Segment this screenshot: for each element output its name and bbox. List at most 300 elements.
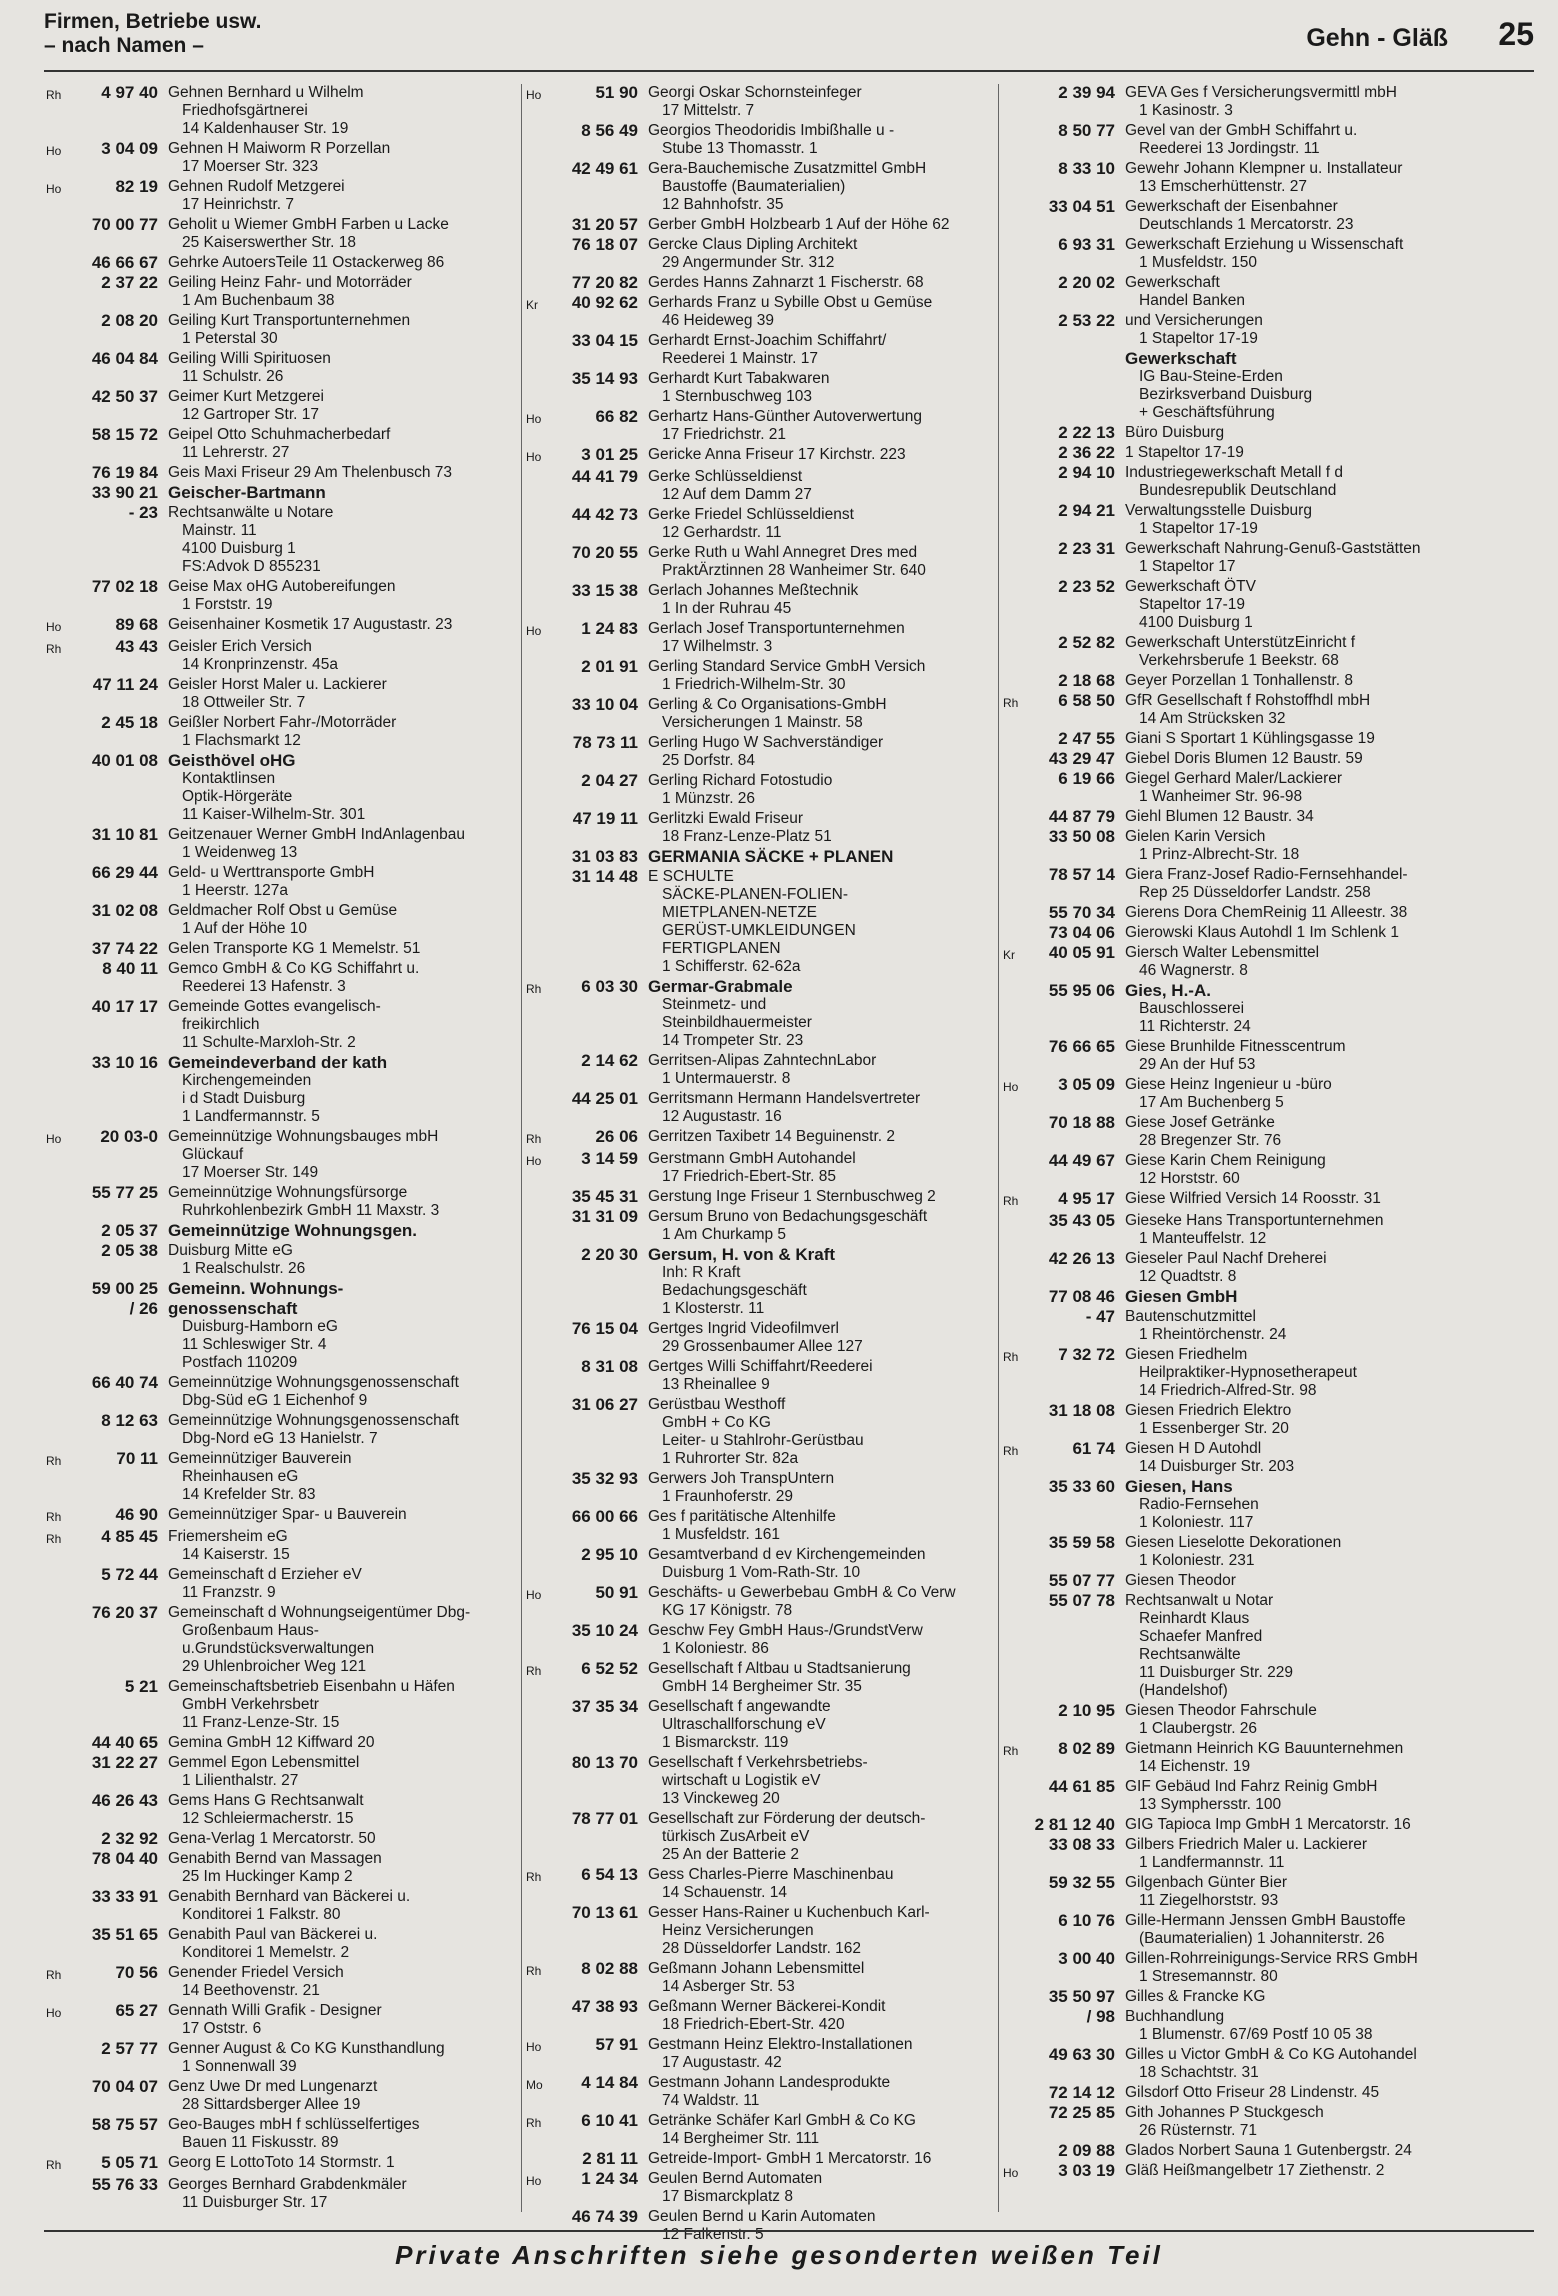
entry-name: Genabith Paul van Bäckerei u. xyxy=(168,1926,378,1943)
district-code xyxy=(46,1280,72,1298)
district-code: Rh xyxy=(526,1132,542,1146)
entry-name: Geitzenauer Werner GmbH IndAnlagenbau xyxy=(168,826,465,843)
directory-entry xyxy=(46,254,530,272)
directory-entry xyxy=(526,1052,1010,1088)
phone-number: 70 18 88 xyxy=(1048,1113,1115,1132)
entry-name: Gemeinschaft d Wohnungseigentümer Dbg- xyxy=(168,1604,471,1621)
entry-name: Geld- u Werttransporte GmbH xyxy=(168,864,375,881)
entry-detail: 1 Blumenstr. 67/69 Postf 10 05 38 xyxy=(1139,2026,1373,2043)
entry-detail: Bundesrepublik Deutschland xyxy=(1139,482,1337,499)
directory-entry xyxy=(526,2170,1010,2206)
entry-name: Gemeinnütziger Spar- u Bauverein xyxy=(168,1506,407,1523)
directory-entry xyxy=(46,1792,530,1828)
entry-detail: 1 Koloniestr. 231 xyxy=(1139,1552,1255,1569)
district-code: Rh xyxy=(526,1664,542,1678)
phone-number: 55 77 25 xyxy=(91,1183,158,1202)
entry-name: Gilles u Victor GmbH & Co KG Autohandel xyxy=(1125,2046,1417,2063)
entry-text xyxy=(1125,1988,1487,2006)
entry-text xyxy=(1125,274,1487,310)
entry-detail: 1 Stresemannstr. 80 xyxy=(1139,1968,1278,1985)
entry-detail: 1 Stapeltor 17 xyxy=(1139,558,1236,575)
entry-detail: 11 Richterstr. 24 xyxy=(1139,1018,1251,1035)
entry-detail: 12 Gartroper Str. 17 xyxy=(182,406,319,423)
entry-name: Gietmann Heinrich KG Bauunternehmen xyxy=(1125,1740,1404,1757)
directory-entry xyxy=(526,1508,1010,1544)
phone-number: 78 04 40 xyxy=(91,1849,158,1868)
entry-detail: 14 Krefelder Str. 83 xyxy=(182,1486,316,1503)
phone-number: 3 14 59 xyxy=(581,1149,638,1168)
directory-entry xyxy=(46,2116,530,2152)
district-code xyxy=(46,1374,72,1410)
district-code xyxy=(526,1508,552,1544)
district-code xyxy=(46,1734,72,1752)
entry-text xyxy=(1125,1778,1487,1814)
directory-entry xyxy=(526,332,1010,368)
district-code xyxy=(526,1754,552,1808)
directory-entry xyxy=(526,1150,1010,1186)
entry-detail: 11 Franzstr. 9 xyxy=(182,1584,276,1601)
phone-number: 2 95 10 xyxy=(581,1545,638,1564)
phone-number: 55 70 34 xyxy=(1048,903,1115,922)
phone-number: 4 97 40 xyxy=(101,83,158,102)
entry-name: Georges Bernhard Grabdenkmäler xyxy=(168,2176,407,2193)
entry-text xyxy=(1125,730,1487,748)
district-code xyxy=(1003,236,1029,272)
phone-number: 43 29 47 xyxy=(1048,749,1115,768)
directory-entry xyxy=(1003,1038,1487,1074)
district-code xyxy=(1003,1950,1029,1986)
entry-name: Glados Norbert Sauna 1 Gutenbergstr. 24 xyxy=(1125,2142,1412,2159)
entry-detail: 12 Auf dem Damm 27 xyxy=(662,486,812,503)
district-code xyxy=(1003,672,1029,690)
phone-number: 5 05 71 xyxy=(101,2153,158,2172)
entry-detail: 18 Ottweiler Str. 7 xyxy=(182,694,306,711)
entry-detail: 14 Asberger Str. 53 xyxy=(662,1978,795,1995)
phone-number: / 26 xyxy=(129,1299,158,1318)
district-code xyxy=(46,504,72,576)
district-code xyxy=(1003,2142,1029,2160)
entry-name: Rechtsanwalt u Notar xyxy=(1125,1592,1274,1609)
entry-name: Gewerkschaft Nahrung-Genuß-Gaststätten xyxy=(1125,540,1421,557)
district-code: Rh xyxy=(1003,1744,1019,1758)
entry-text xyxy=(648,446,1010,466)
entry-text xyxy=(168,2040,530,2076)
directory-entry xyxy=(526,294,1010,330)
entry-name: Gewerkschaft Erziehung u Wissenschaft xyxy=(1125,236,1404,253)
entry-detail: 1 Flachsmarkt 12 xyxy=(182,732,301,749)
entry-detail: 29 Uhlenbroicher Weg 121 xyxy=(182,1658,367,1675)
entry-name: Georg E LottoToto 14 Stormstr. 1 xyxy=(168,2154,395,2171)
entry-name: Geiling Kurt Transportunternehmen xyxy=(168,312,411,329)
entry-detail: Reinhardt Klaus xyxy=(1139,1610,1250,1627)
entry-detail: 1 Peterstal 30 xyxy=(182,330,278,347)
directory-entry xyxy=(1003,944,1487,980)
district-code xyxy=(526,1698,552,1752)
entry-name: Geo-Bauges mbH f schlüsselfertiges xyxy=(168,2116,420,2133)
phone-number: 44 25 01 xyxy=(571,1089,638,1108)
entry-name: Gith Johannes P Stuckgesch xyxy=(1125,2104,1324,2121)
entry-detail: 12 Bahnhofstr. 35 xyxy=(662,196,784,213)
entry-detail: Rechtsanwälte xyxy=(1139,1646,1241,1663)
entry-detail: Bedachungsgeschäft xyxy=(662,1282,807,1299)
directory-entry xyxy=(526,1208,1010,1244)
district-code xyxy=(1003,1988,1029,2006)
phone-number: 35 32 93 xyxy=(571,1469,638,1488)
district-code xyxy=(46,1242,72,1278)
directory-entry xyxy=(46,902,530,938)
entry-text xyxy=(648,122,1010,158)
directory-entry xyxy=(526,236,1010,272)
listing-column-3 xyxy=(998,84,1487,2212)
phone-number: 49 63 30 xyxy=(1048,2045,1115,2064)
district-code: Rh xyxy=(46,1532,62,1546)
entry-name: Gerritzen Taxibetr 14 Beguinenstr. 2 xyxy=(648,1128,895,1145)
entry-text xyxy=(168,1374,530,1410)
phone-number: 2 20 02 xyxy=(1058,273,1115,292)
phone-number: 35 33 60 xyxy=(1048,1477,1115,1496)
directory-entry xyxy=(46,1054,530,1126)
directory-entry xyxy=(526,1470,1010,1506)
district-code xyxy=(46,1888,72,1924)
entry-text xyxy=(1125,424,1487,442)
entry-name: Gemeinnützige Wohnungsgen. xyxy=(168,1221,418,1240)
directory-entry xyxy=(46,216,530,252)
entry-name: Gewehr Johann Klempner u. Installateur xyxy=(1125,160,1403,177)
listing-column-1 xyxy=(46,84,530,2212)
entry-text xyxy=(168,504,530,576)
district-code xyxy=(1003,982,1029,1036)
entry-name: Gersum, H. von & Kraft xyxy=(648,1245,836,1264)
entry-name: Gehnen Rudolf Metzgerei xyxy=(168,178,345,195)
entry-text xyxy=(648,2074,1010,2110)
entry-name: Germar-Grabmale xyxy=(648,977,793,996)
entry-detail: 14 Bergheimer Str. 111 xyxy=(662,2130,820,2147)
entry-detail: 11 Schleswiger Str. 4 xyxy=(182,1336,327,1353)
entry-name: Gewerkschaft UnterstützEinricht f xyxy=(1125,634,1355,651)
directory-entry xyxy=(526,1960,1010,1996)
directory-entry xyxy=(526,2074,1010,2110)
entry-name: Gemeinnütziger Bauverein xyxy=(168,1450,352,1467)
phone-number: 77 20 82 xyxy=(571,273,638,292)
district-code xyxy=(526,810,552,846)
directory-entry xyxy=(526,1246,1010,1318)
entry-detail: 1 Weidenweg 13 xyxy=(182,844,298,861)
entry-detail: Friedhofsgärtnerei xyxy=(182,102,308,119)
entry-detail: wirtschaft u Logistik eV xyxy=(662,1772,821,1789)
directory-entry xyxy=(1003,1836,1487,1872)
entry-text xyxy=(168,2176,530,2212)
district-code xyxy=(526,1246,552,1318)
district-code xyxy=(46,1054,72,1126)
district-code xyxy=(1003,1778,1029,1814)
district-code xyxy=(526,122,552,158)
directory-entry xyxy=(526,1660,1010,1696)
phone-number: 31 31 09 xyxy=(571,1207,638,1226)
district-code: Rh xyxy=(46,2158,62,2172)
entry-text xyxy=(648,1246,1010,1318)
phone-number: 2 94 21 xyxy=(1058,501,1115,520)
directory-entry xyxy=(46,274,530,310)
entry-detail: 1 Landfermannstr. 11 xyxy=(1139,1854,1285,1871)
entry-detail: 74 Waldstr. 11 xyxy=(662,2092,760,2109)
phone-number: 26 06 xyxy=(595,1127,638,1146)
entry-name: Gemeinn. Wohnungs- xyxy=(168,1279,344,1298)
entry-name: Gericke Anna Friseur 17 Kirchstr. 223 xyxy=(648,446,906,463)
entry-text xyxy=(168,1184,530,1220)
phone-number: 31 18 08 xyxy=(1048,1401,1115,1420)
entry-name: Buchhandlung xyxy=(1125,2008,1225,2025)
entry-name: Gewerkschaft xyxy=(1125,349,1237,368)
entry-text xyxy=(168,578,530,614)
entry-detail: Duisburg 1 Vom-Rath-Str. 10 xyxy=(662,1564,861,1581)
entry-detail: 1 Wanheimer Str. 96-98 xyxy=(1139,788,1303,805)
entry-name: Gesellschaft f Altbau u Stadtsanierung xyxy=(648,1660,911,1677)
entry-detail: 1 Auf der Höhe 10 xyxy=(182,920,307,937)
entry-name: Giesen Friedrich Elektro xyxy=(1125,1402,1292,1419)
district-code xyxy=(46,1926,72,1962)
district-code: Ho xyxy=(526,624,542,638)
entry-text xyxy=(168,254,530,272)
entry-detail: 14 Trompeter Str. 23 xyxy=(662,1032,804,1049)
entry-text xyxy=(648,332,1010,368)
district-code xyxy=(1003,1534,1029,1570)
entry-name: Gemco GmbH & Co KG Schiffahrt u. xyxy=(168,960,420,977)
phone-number: 8 12 63 xyxy=(101,1411,158,1430)
footer-rule xyxy=(44,2230,1534,2232)
entry-detail: 11 Ziegelhorststr. 93 xyxy=(1139,1892,1279,1909)
entry-detail: 28 Sittardsberger Allee 19 xyxy=(182,2096,361,2113)
district-code: Ho xyxy=(526,2040,542,2054)
entry-name: Gilgenbach Günter Bier xyxy=(1125,1874,1287,1891)
entry-detail: GmbH + Co KG xyxy=(662,1414,771,1431)
district-code xyxy=(46,864,72,900)
entry-detail: 17 Friedrichstr. 21 xyxy=(662,426,787,443)
entry-detail: 18 Schachtstr. 31 xyxy=(1139,2064,1259,2081)
entry-name: Giese Brunhilde Fitnesscentrum xyxy=(1125,1038,1346,1055)
district-code xyxy=(1003,770,1029,806)
directory-entry xyxy=(46,1850,530,1886)
entry-text xyxy=(168,1054,530,1126)
directory-entry xyxy=(1003,84,1487,120)
entry-text xyxy=(648,2036,1010,2072)
phone-number: 31 02 08 xyxy=(91,901,158,920)
district-code xyxy=(526,1470,552,1506)
directory-entry xyxy=(1003,2104,1487,2140)
district-code xyxy=(526,1188,552,1206)
directory-entry xyxy=(1003,730,1487,748)
entry-name: Gehnen Bernhard u Wilhelm xyxy=(168,84,364,101)
entry-text xyxy=(648,1128,1010,1148)
district-code xyxy=(46,1566,72,1602)
entry-detail: GmbH Verkehrsbetr xyxy=(182,1696,319,1713)
directory-entry xyxy=(46,826,530,862)
phone-number: - 23 xyxy=(128,503,158,522)
entry-name: Gerritsen-Alipas ZahntechnLabor xyxy=(648,1052,877,1069)
entry-text xyxy=(168,1222,530,1240)
district-code: Rh xyxy=(1003,1194,1019,1208)
entry-text xyxy=(1125,236,1487,272)
entry-detail: Steinbildhauermeister xyxy=(662,1014,812,1031)
district-code xyxy=(526,734,552,770)
entry-text xyxy=(168,1450,530,1504)
directory-entry xyxy=(526,1810,1010,1864)
directory-entry xyxy=(46,1734,530,1752)
entry-text xyxy=(168,1506,530,1526)
entry-text xyxy=(1125,2084,1487,2102)
directory-entry xyxy=(1003,1190,1487,1210)
phone-number: 2 45 18 xyxy=(101,713,158,732)
district-code xyxy=(1003,160,1029,196)
entry-text xyxy=(168,350,530,386)
directory-entry xyxy=(1003,2142,1487,2160)
district-code xyxy=(526,1358,552,1394)
entry-detail: 17 Bismarckplatz 8 xyxy=(662,2188,793,2205)
phone-number: 72 25 85 xyxy=(1048,2103,1115,2122)
directory-entry xyxy=(1003,444,1487,462)
entry-name: Gercke Claus Dipling Architekt xyxy=(648,236,858,253)
entry-text xyxy=(1125,1534,1487,1570)
entry-text xyxy=(648,1998,1010,2034)
entry-detail: 17 Heinrichstr. 7 xyxy=(182,196,294,213)
entry-text xyxy=(1125,1572,1487,1590)
directory-entry xyxy=(526,370,1010,406)
directory-entry xyxy=(46,426,530,462)
entry-text xyxy=(1125,1038,1487,1074)
entry-name: Gerlach Johannes Meßtechnik xyxy=(648,582,859,599)
entry-detail: Steinmetz- und xyxy=(662,996,767,1013)
district-code xyxy=(1003,84,1029,120)
district-code xyxy=(46,1222,72,1240)
entry-detail: 1 Heerstr. 127a xyxy=(182,882,288,899)
directory-entry xyxy=(46,2078,530,2114)
phone-number: 44 87 79 xyxy=(1048,807,1115,826)
entry-name: Gerling Richard Fotostudio xyxy=(648,772,833,789)
phone-number: 4 85 45 xyxy=(101,1527,158,1546)
district-code: Rh xyxy=(46,1454,62,1468)
entry-text xyxy=(1125,444,1487,462)
phone-number: 44 40 65 xyxy=(91,1733,158,1752)
entry-text xyxy=(648,1660,1010,1696)
entry-name: Gerke Friedel Schlüsseldienst xyxy=(648,506,854,523)
district-code xyxy=(1003,2084,1029,2102)
district-code xyxy=(1003,1114,1029,1150)
phone-number: 55 76 33 xyxy=(91,2175,158,2194)
entry-detail: PraktÄrztinnen 28 Wanheimer Str. 640 xyxy=(662,562,926,579)
phone-number: 1 24 34 xyxy=(581,2169,638,2188)
entry-detail: 28 Bregenzer Str. 76 xyxy=(1139,1132,1282,1149)
entry-detail: 12 Schleiermacherstr. 15 xyxy=(182,1810,354,1827)
district-code xyxy=(1003,312,1029,348)
district-code xyxy=(1003,1478,1029,1532)
directory-entry xyxy=(46,464,530,482)
entry-name: Gielen Karin Versich xyxy=(1125,828,1266,845)
phone-number: 2 14 62 xyxy=(581,1051,638,1070)
district-code xyxy=(46,1754,72,1790)
phone-number: 6 10 76 xyxy=(1058,1911,1115,1930)
entry-detail: 1 Fraunhoferstr. 29 xyxy=(662,1488,793,1505)
directory-entry xyxy=(46,484,530,502)
district-code: Ho xyxy=(1003,1080,1019,1094)
district-code xyxy=(1003,1212,1029,1248)
entry-name: Gille-Hermann Jenssen GmbH Baustoffe xyxy=(1125,1912,1406,1929)
entry-detail: i d Stadt Duisburg xyxy=(182,1090,306,1107)
district-code xyxy=(46,484,72,502)
phone-number: 35 50 97 xyxy=(1048,1987,1115,2006)
entry-name: Gevel van der GmbH Schiffahrt u. xyxy=(1125,122,1358,139)
phone-number: 78 77 01 xyxy=(571,1809,638,1828)
directory-entry xyxy=(46,616,530,636)
directory-entry xyxy=(526,506,1010,542)
entry-detail: Reederei 13 Hafenstr. 3 xyxy=(182,978,346,995)
entry-name: GfR Gesellschaft f Rohstoffhdl mbH xyxy=(1125,692,1371,709)
entry-detail: Verkehrsberufe 1 Beekstr. 68 xyxy=(1139,652,1339,669)
entry-name: Gesellschaft f Verkehrsbetriebs- xyxy=(648,1754,868,1771)
entry-detail: Rheinhausen eG xyxy=(182,1468,299,1485)
entry-detail: 17 Oststr. 6 xyxy=(182,2020,262,2037)
district-code xyxy=(526,1810,552,1864)
phone-number: 31 10 81 xyxy=(91,825,158,844)
entry-name: Gemina GmbH 12 Kiffward 20 xyxy=(168,1734,375,1751)
entry-detail: Konditorei 1 Falkstr. 80 xyxy=(182,1906,341,1923)
entry-detail: 25 Kaiserswerther Str. 18 xyxy=(182,234,357,251)
directory-entry xyxy=(46,998,530,1052)
entry-detail: GmbH 14 Bergheimer Str. 35 xyxy=(662,1678,862,1695)
district-code xyxy=(526,370,552,406)
directory-entry xyxy=(526,1396,1010,1468)
phone-number: 2 39 94 xyxy=(1058,83,1115,102)
entry-name: Duisburg Mitte eG xyxy=(168,1242,293,1259)
district-code xyxy=(526,236,552,272)
district-code xyxy=(526,2208,552,2244)
entry-text xyxy=(648,236,1010,272)
directory-entry xyxy=(1003,866,1487,902)
phone-number: 42 50 37 xyxy=(91,387,158,406)
phone-number: 46 74 39 xyxy=(571,2207,638,2226)
district-code: Ho xyxy=(46,144,62,158)
entry-text xyxy=(648,1546,1010,1582)
entry-detail: + Geschäftsführung xyxy=(1139,404,1275,421)
phone-number: 33 04 15 xyxy=(571,331,638,350)
district-code xyxy=(526,1622,552,1658)
entry-name: Gierens Dora ChemReinig 11 Alleestr. 38 xyxy=(1125,904,1408,921)
phone-number: 58 15 72 xyxy=(91,425,158,444)
entry-name: Büro Duisburg xyxy=(1125,424,1225,441)
page-number: 25 xyxy=(1498,16,1534,52)
entry-text xyxy=(168,960,530,996)
entry-text xyxy=(1125,634,1487,670)
entry-name: Gemeinde Gottes evangelisch- xyxy=(168,998,381,1015)
entry-detail: Reederei 1 Mainstr. 17 xyxy=(662,350,818,367)
entry-name: Bautenschutzmittel xyxy=(1125,1308,1256,1325)
directory-entry xyxy=(526,2112,1010,2148)
directory-entry xyxy=(46,388,530,424)
entry-detail: Bauschlosserei xyxy=(1139,1000,1245,1017)
entry-text xyxy=(648,506,1010,542)
phone-number: 2 10 95 xyxy=(1058,1701,1115,1720)
entry-name: GERMANIA SÄCKE + PLANEN xyxy=(648,847,894,866)
directory-entry xyxy=(46,676,530,712)
directory-entry xyxy=(526,1584,1010,1620)
entry-detail: 1 Münzstr. 26 xyxy=(662,790,756,807)
phone-number: 33 10 16 xyxy=(91,1053,158,1072)
district-code: Rh xyxy=(526,1870,542,1884)
directory-entry xyxy=(1003,1402,1487,1438)
entry-name: Gestmann Johann Landesprodukte xyxy=(648,2074,891,2091)
entry-text xyxy=(1125,1702,1487,1738)
phone-number: 78 73 11 xyxy=(572,733,638,752)
entry-detail: 29 Grossenbaumer Allee 127 xyxy=(662,1338,863,1355)
entry-name: Geißler Norbert Fahr-/Motorräder xyxy=(168,714,397,731)
